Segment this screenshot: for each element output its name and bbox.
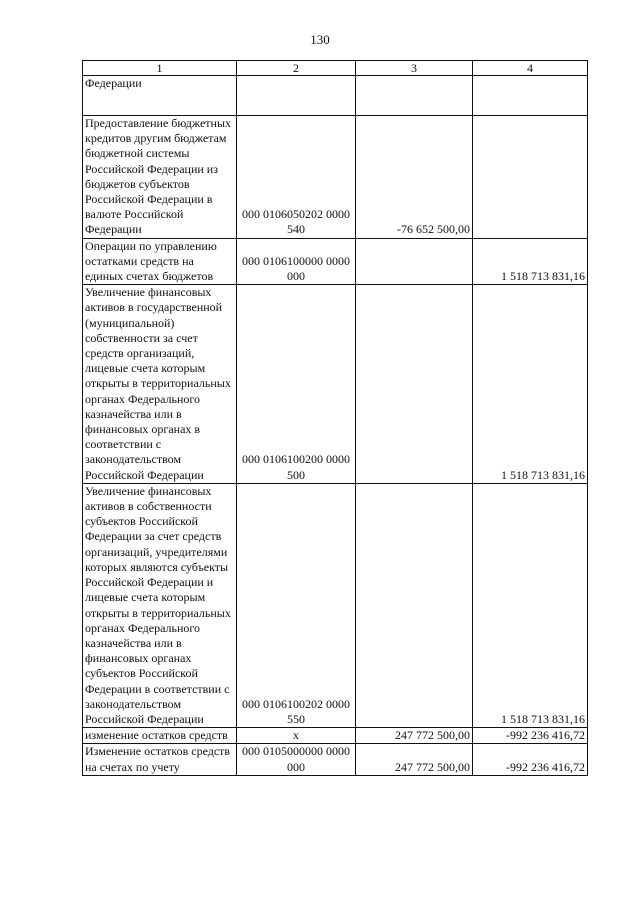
row-col3: -76 652 500,00 (356, 116, 473, 239)
header-cell: 4 (473, 61, 588, 76)
row-col4 (473, 76, 588, 116)
row-col3: 247 772 500,00 (356, 728, 473, 744)
row-col4: -992 236 416,72 (473, 728, 588, 744)
table-row (83, 285, 588, 484)
row-col3: 247 772 500,00 (356, 744, 473, 775)
table-row (83, 116, 588, 239)
row-col4: 1 518 713 831,16 (473, 285, 588, 484)
row-name: Операции по управлению остатками средств на единых счетах бюджетов (83, 238, 237, 285)
header-cell: 2 (237, 61, 356, 76)
row-col4 (473, 116, 588, 239)
header-cell: 1 (83, 61, 237, 76)
header-cell: 3 (356, 61, 473, 76)
row-code: 000 0105000000 0000 000 (237, 744, 356, 775)
row-col3 (356, 76, 473, 116)
page-number: 130 (310, 32, 330, 47)
row-name: Изменение остатков средств на счетах по учету (83, 744, 237, 775)
row-code: 000 0106100202 0000 550 (237, 483, 356, 727)
row-code (237, 76, 356, 116)
table-row (83, 744, 588, 775)
row-col4: 1 518 713 831,16 (473, 483, 588, 727)
row-code: 000 0106100200 0000 500 (237, 285, 356, 484)
row-col3 (356, 238, 473, 285)
budget-table (82, 60, 588, 776)
row-code: x (237, 728, 356, 744)
table-row (83, 483, 588, 727)
row-col4: -992 236 416,72 (473, 744, 588, 775)
row-name: изменение остатков средств (83, 728, 237, 744)
table-row (83, 728, 588, 744)
row-name: Увеличение финансовых активов в государственной (муниципальной) собственности за счет средств организаций, лицевые счета которым открыты в территориальных органах Федерального казначейства или в финансовых органах в соответствии с законодательством Российской Федерации (83, 285, 237, 484)
row-col4: 1 518 713 831,16 (473, 238, 588, 285)
row-name: Федерации (83, 76, 237, 116)
table-row (83, 238, 588, 285)
row-code: 000 0106050202 0000 540 (237, 116, 356, 239)
row-col3 (356, 483, 473, 727)
table-row (83, 76, 588, 116)
table-header-row (83, 61, 588, 76)
row-col3 (356, 285, 473, 484)
row-name: Увеличение финансовых активов в собственности субъектов Российской Федерации за счет средств организаций, учредителями которых являются субъекты Российской Федерации и лицевые счета которым открыты в территориальных органах Федерального казначейства или в финансовых органах субъектов Российской Федерации в соответствии с законодательством Российской Федерации (83, 483, 237, 727)
row-code: 000 0106100000 0000 000 (237, 238, 356, 285)
row-name: Предоставление бюджетных кредитов другим бюджетам бюджетной системы Российской Федерации из бюджетов субъектов Российской Федерации в валюте Российской Федерации (83, 116, 237, 239)
